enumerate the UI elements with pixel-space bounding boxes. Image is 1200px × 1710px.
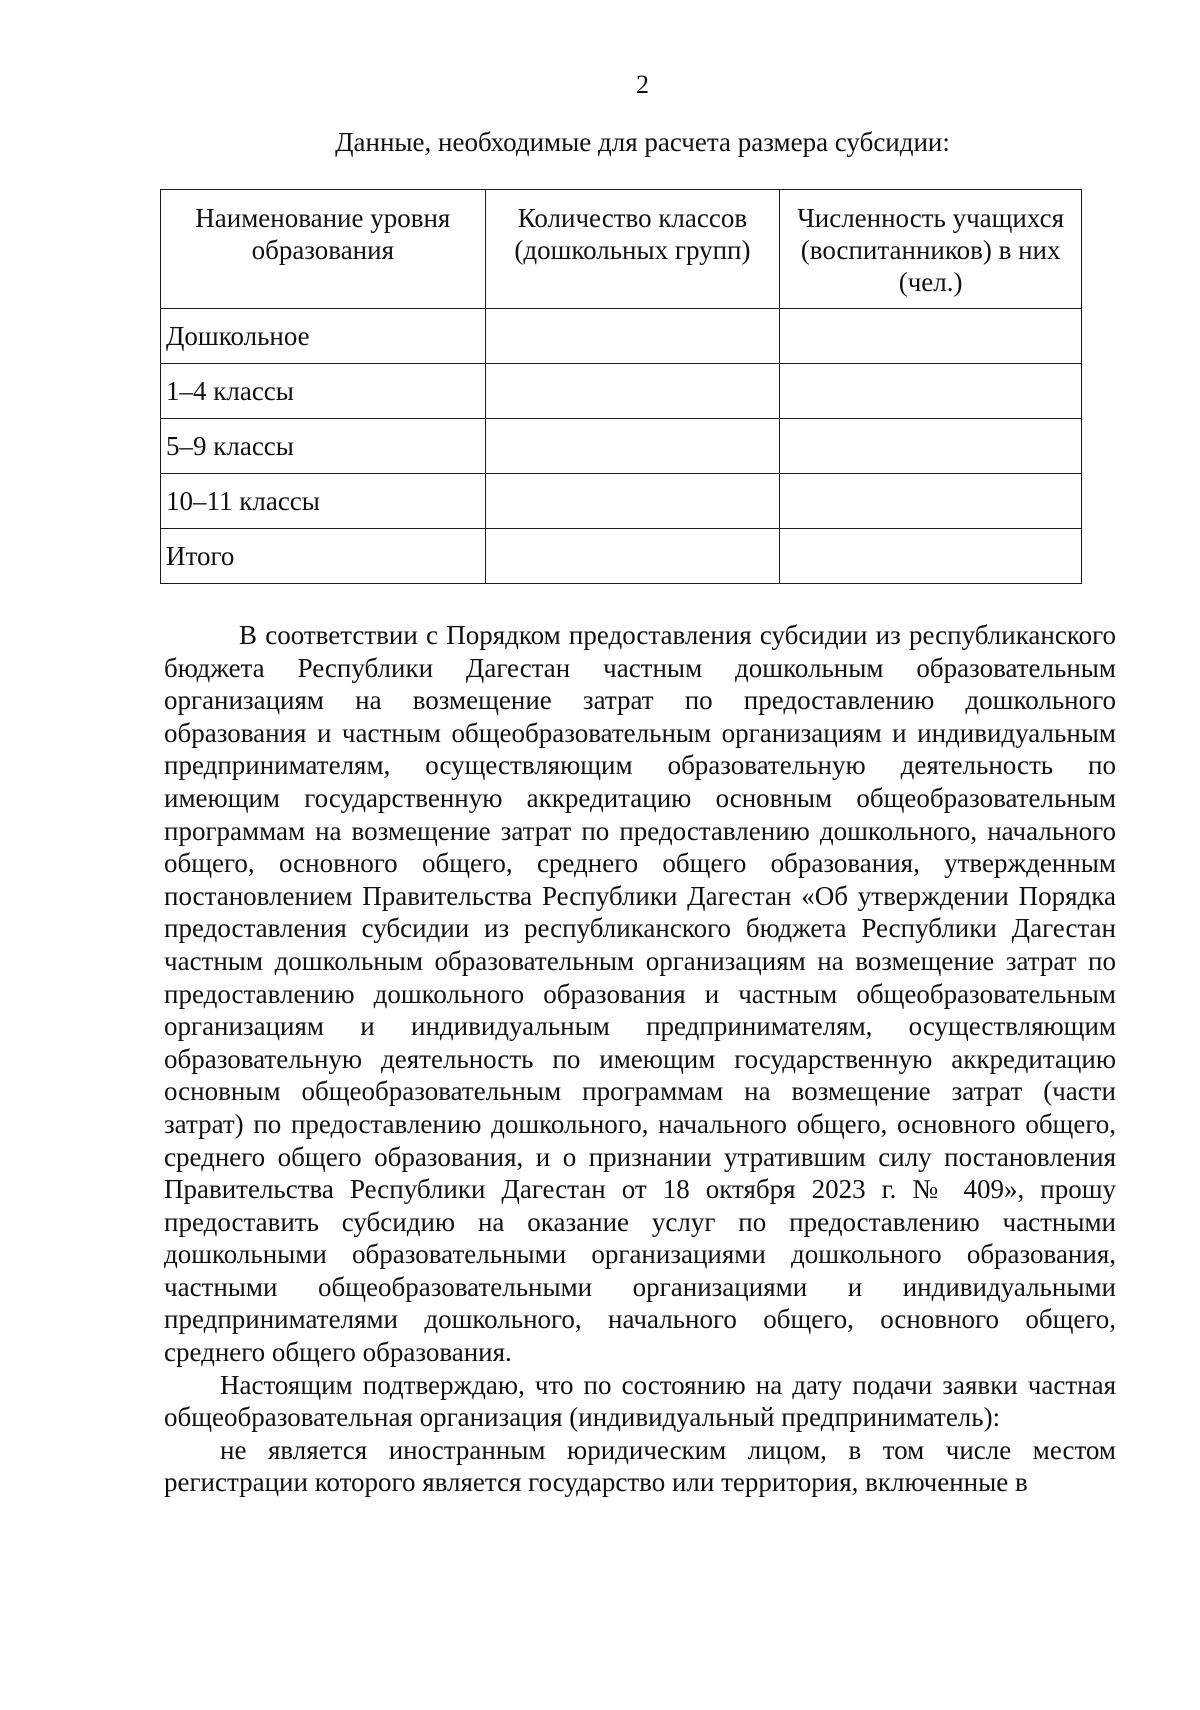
- row-level-cell: Итого: [161, 529, 486, 584]
- row-classes-cell: [485, 474, 780, 529]
- row-students-cell: [780, 309, 1082, 364]
- row-classes-cell: [485, 529, 780, 584]
- table-row-total: [161, 529, 1082, 584]
- header-class-count: Количество классов (дошкольных групп): [485, 190, 780, 309]
- row-level-cell: 1–4 классы: [161, 364, 486, 419]
- paragraph-confirmation: Настоящим подтверждаю, что по состоянию на дату подачи заявки частная общеобразовательная организация (индивидуальный предприниматель):: [164, 1369, 1116, 1433]
- row-students-cell: [780, 529, 1082, 584]
- row-classes-cell: [485, 309, 780, 364]
- row-classes-cell: [485, 419, 780, 474]
- row-level-cell: Дошкольное: [161, 309, 486, 364]
- paragraph-subsidy-request: В соответствии с Порядком предоставления субсидии из республиканского бюджета Республики Дагестан частным дошкольным образовательным организациям на возмещение затрат по предоставлению дошкольного образования и частным общеобразовательным организациям и индивидуальным предпринимателям, осуществляющим образовательную деятельность по имеющим государственную аккредитацию основным общеобразовательным программам на возмещение затрат по предоставлению дошкольного, начального общего, основного общего, среднего общего образования, утвержденным постановлением Правительства Республики Дагестан «Об утверждении Порядка предоставления субсидии из республиканского бюджета Республики Дагестан частным дошкольным образовательным организациям на возмещение затрат по предоставлению дошкольного образования и частным общеобразовательным организациям и индивидуальным предпринимателям, осуществляющим образовательную деятельность по имеющим государственную аккредитацию основным общеобразовательным программам на возмещение затрат (части затрат) по предоставлению дошкольного, начального общего, основного общего, среднего общего образования, и о признании утратившим силу постановления Правительства Республики Дагестан от 18 октября 2023 г. № 409», прошу предоставить субсидию на оказание услуг по предоставлению частными дошкольными образовательными организациями дошкольного образования, частными общеобразовательными организациями и индивидуальными предпринимателями дошкольного, начального общего, основного общего, среднего общего образования.: [164, 620, 1116, 1368]
- paragraph-not-foreign-entity: не является иностранным юридическим лицом, в том числе местом регистрации которого является государство или территория, включенные в: [164, 1434, 1116, 1498]
- table-caption: Данные, необходимые для расчета размера субсидии:: [335, 127, 950, 157]
- table-row: [161, 364, 1082, 419]
- document-body: [164, 619, 1116, 1499]
- table-row: [161, 309, 1082, 364]
- row-students-cell: [780, 419, 1082, 474]
- row-students-cell: [780, 474, 1082, 529]
- row-level-cell: 5–9 классы: [161, 419, 486, 474]
- row-classes-cell: [485, 364, 780, 419]
- table-row: [161, 474, 1082, 529]
- row-level-cell: 10–11 классы: [161, 474, 486, 529]
- header-education-level: Наименование уровня образования: [161, 190, 486, 309]
- subsidy-data-table: [160, 189, 1082, 584]
- page-number: 2: [636, 70, 649, 99]
- table-header-row: [161, 190, 1082, 309]
- row-students-cell: [780, 364, 1082, 419]
- header-student-count: Численность учащихся (воспитанников) в них (чел.): [780, 190, 1082, 309]
- table-row: [161, 419, 1082, 474]
